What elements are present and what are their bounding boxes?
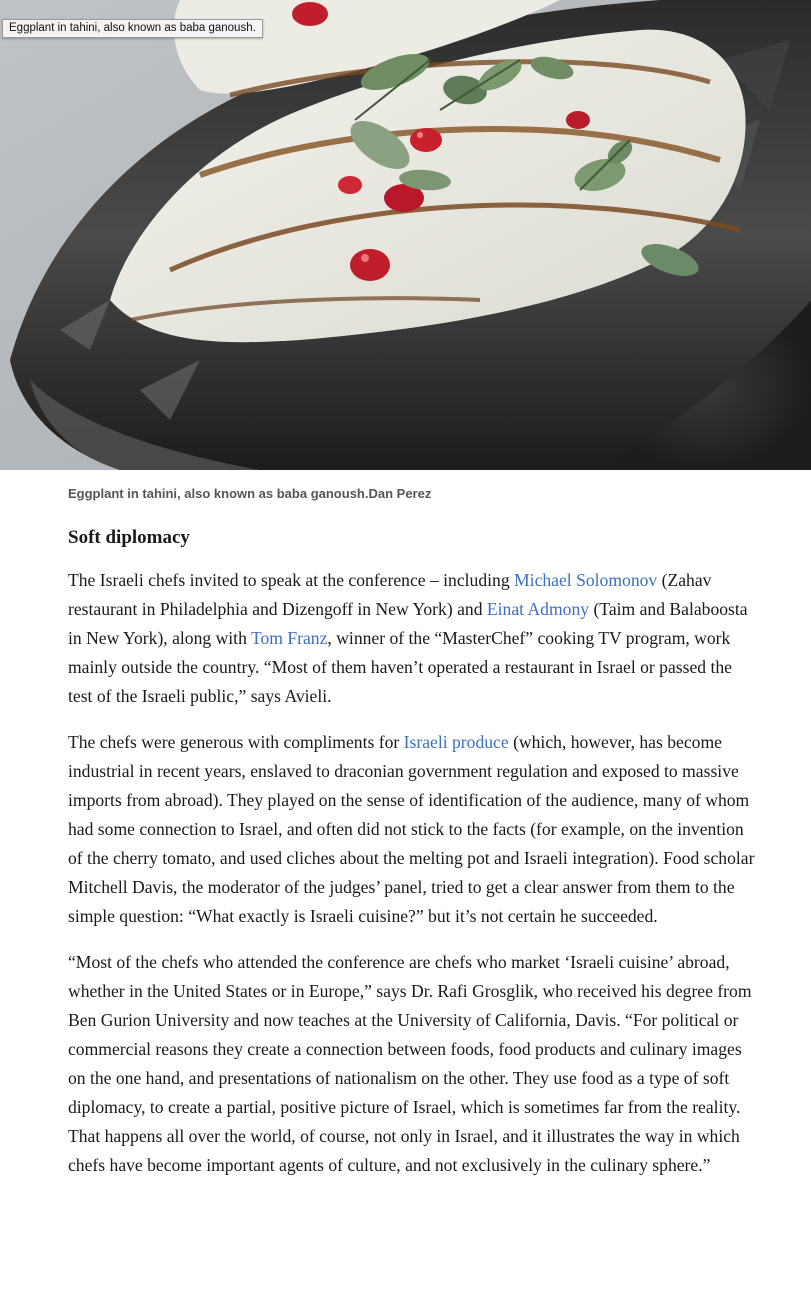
baba-ganoush-photo [0, 0, 811, 470]
paragraph-1 [68, 566, 758, 711]
image-tooltip: Eggplant in tahini, also known as baba ganoush. [2, 19, 263, 38]
paragraph-2 [68, 728, 758, 931]
p2-text-2: (which, however, has become industrial in recent years, enslaved to draconian government regulation and exposed to massive imports from abroad). They played on the sense of identification of the audience, many of whom had some connection to Israel, and often did not stick to the facts (for example, on the invention of the cherry tomato, and used cliches about the melting pot and Israeli integration). Food scholar Mitchell Davis, the moderator of the judges’ panel, tried to get a clear answer from them to the simple question: “What exactly is Israeli cuisine?” but it’s not certain he succeeded. [68, 732, 755, 926]
photo-credit: Dan Perez [368, 486, 432, 501]
p1-text-2: (Zahav restaurant in Philadelphia and Dizengoff in New York) and [68, 570, 712, 619]
article-body [68, 470, 758, 1180]
p1-text-4: , winner of the “MasterChef” cooking TV program, work mainly outside the country. “Most of them haven’t operated a restaurant in Israel or passed the test of the Israeli public,” says Avieli. [68, 628, 732, 706]
link-einat-admony[interactable]: Einat Admony [486, 599, 590, 619]
p2-text-1: The chefs were generous with compliments for [68, 732, 404, 752]
section-heading: Soft diplomacy [68, 527, 190, 548]
link-michael-solomonov[interactable]: Michael Solomonov [514, 570, 658, 590]
link-israeli-produce[interactable]: Israeli produce [403, 732, 509, 752]
p1-text-1: The Israeli chefs invited to speak at the conference – including [68, 570, 515, 590]
paragraph-3: “Most of the chefs who attended the conference are chefs who market ‘Israeli cuisine’ abroad, whether in the United States or in Europe,” says Dr. Rafi Grosglik, who received his degree from Ben Gurion University and now teaches at the University of California, Davis. “For political or commercial reasons they create a connection between foods, food products and culinary images on the one hand, and presentations of nationalism on the other. They use food as a type of soft diplomacy, to create a partial, positive picture of Israel, which is sometimes far from the reality. That happens all over the world, of course, not only in Israel, and it illustrates the way in which chefs have become important agents of culture, and not exclusively in the culinary sphere.” [68, 952, 752, 1175]
link-tom-franz[interactable]: Tom Franz [250, 628, 328, 648]
p1-text-3: (Taim and Balaboosta in New York), along with [68, 599, 748, 648]
image-caption [68, 485, 758, 502]
caption-text: Eggplant in tahini, also known as baba ganoush. [68, 486, 369, 501]
article-hero-image [0, 0, 811, 470]
